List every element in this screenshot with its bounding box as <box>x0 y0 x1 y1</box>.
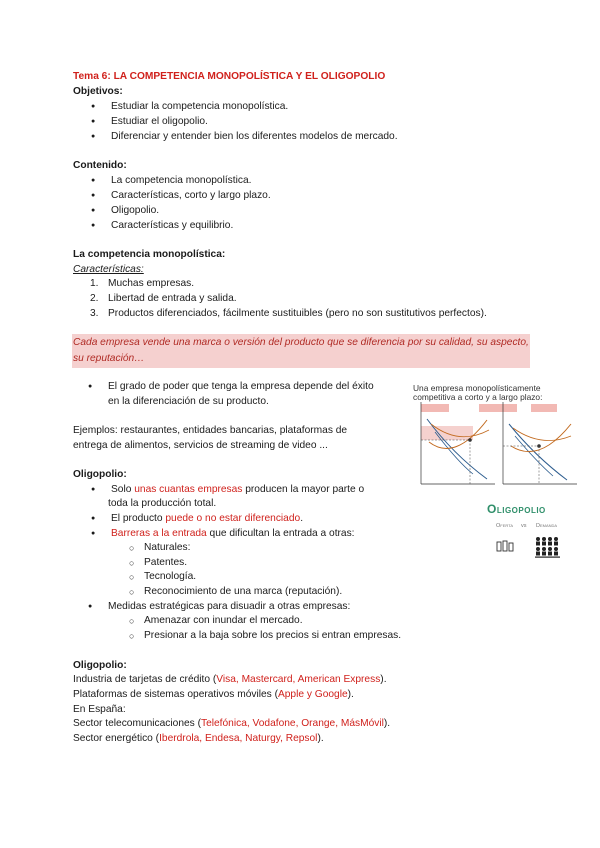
example-line: En España: <box>73 704 126 715</box>
oligopolio-examples-heading: Oligopolio: <box>73 660 127 671</box>
numbered-item <box>90 292 237 306</box>
red-emphasis: Telefónica, Vodafone, Orange, MásMóvil <box>200 718 384 729</box>
sub-list-item: ○ Amenazar con inundar el mercado. <box>144 614 303 628</box>
example-line <box>73 673 387 687</box>
text: Sector telecomunicaciones ( <box>73 718 201 729</box>
buildings-icon <box>496 540 514 552</box>
item-text: Muchas empresas. <box>108 278 195 289</box>
list-item: ● Características, corto y largo plazo. <box>111 189 271 203</box>
red-emphasis: Visa, Mastercard, American Express <box>216 674 381 685</box>
sub-list-item: ○ Tecnología. <box>144 570 196 584</box>
list-item <box>111 483 364 497</box>
logo-left: Oferta <box>496 523 514 529</box>
list-item: ● Diferenciar y entender bien los diferentes modelos de mercado. <box>111 130 398 144</box>
ejemplos-line: entrega de alimentos, servicios de streaming de video ... <box>73 440 328 451</box>
item-number: 3. <box>90 308 99 319</box>
numbered-item <box>90 277 195 291</box>
text: que dificultan la entrada a otras: <box>206 528 355 539</box>
text: ). <box>383 718 391 729</box>
red-emphasis: Barreras a la entrada <box>111 528 207 539</box>
list-item: ● El grado de poder que tenga la empresa depende del éxito <box>108 380 374 394</box>
list-item-continuation: en la diferenciación de su producto. <box>108 396 269 407</box>
item-text: Productos diferenciados, fácilmente sustituibles (pero no son sustitutivos perfectos). <box>108 308 487 319</box>
example-line <box>73 688 354 702</box>
monopolistic-competition-graph <box>413 384 589 487</box>
text: El producto <box>111 513 166 524</box>
example-line <box>73 732 324 746</box>
competencia-heading: La competencia monopolística: <box>73 249 226 260</box>
oligopolio-heading: Oligopolio: <box>73 469 127 480</box>
sub-list-item: ○ Presionar a la baja sobre los precios si entran empresas. <box>144 629 401 643</box>
caracteristicas-subheading: Características: <box>73 264 144 275</box>
list-item <box>111 512 303 526</box>
logo-mid: vs <box>521 523 527 529</box>
text: ). <box>317 733 324 744</box>
crowd-icon <box>534 536 562 560</box>
sub-list-item: ○ Patentes. <box>144 556 187 570</box>
red-emphasis: Iberdrola, Endesa, Naturgy, Repsol <box>159 733 318 744</box>
sub-list-item: ○ Naturales: <box>144 541 190 555</box>
numbered-item <box>90 307 487 321</box>
sub-list-item: ○ Reconocimiento de una marca (reputación). <box>144 585 342 599</box>
list-item <box>111 527 355 541</box>
list-item: ● Características y equilibrio. <box>111 219 233 233</box>
ejemplos-line: Ejemplos: restaurantes, entidades bancarias, plataformas de <box>73 425 348 436</box>
list-item: ● Oligopolio. <box>111 204 159 218</box>
list-item: ● Medidas estratégicas para disuadir a otras empresas: <box>108 600 350 614</box>
list-item: ● Estudiar la competencia monopolística. <box>111 100 288 114</box>
item-number: 2. <box>90 293 99 304</box>
item-number: 1. <box>90 278 99 289</box>
list-item: ● Estudiar el oligopolio. <box>111 115 208 129</box>
item-text: Libertad de entrada y salida. <box>108 293 237 304</box>
text: Solo <box>111 484 135 495</box>
red-emphasis: unas cuantas empresas <box>134 484 243 495</box>
text: Plataformas de sistemas operativos móviles ( <box>73 689 278 700</box>
logo-title: Oligopolio <box>487 502 546 516</box>
contenido-heading: Contenido: <box>73 160 127 171</box>
text: Industria de tarjetas de crédito ( <box>73 674 217 685</box>
example-line <box>73 717 390 731</box>
highlight-quote: Cada empresa vende una marca o versión del producto que se diferencia por su calidad, su aspecto, su reputación… <box>73 337 529 364</box>
text: Sector energético ( <box>73 733 160 744</box>
text: . <box>300 513 304 524</box>
red-emphasis: Apple y Google <box>277 689 348 700</box>
figure-caption: Una empresa monopolísticamente <box>413 383 541 393</box>
list-item-continuation: toda la producción total. <box>108 498 217 509</box>
page-title: Tema 6: LA COMPETENCIA MONOPOLÍSTICA Y EL OLIGOPOLIO <box>73 71 386 82</box>
list-item: ● La competencia monopolística. <box>111 174 251 188</box>
oligopolio-logo <box>487 502 567 572</box>
red-emphasis: puede o no estar diferenciado <box>165 513 301 524</box>
text: producen la mayor parte o <box>242 484 365 495</box>
text: ). <box>380 674 387 685</box>
figure-caption: competitiva a corto y a largo plazo: <box>413 392 543 402</box>
logo-right: Demanda <box>536 523 558 529</box>
objetivos-heading: Objetivos: <box>73 86 123 97</box>
text: ). <box>347 689 354 700</box>
